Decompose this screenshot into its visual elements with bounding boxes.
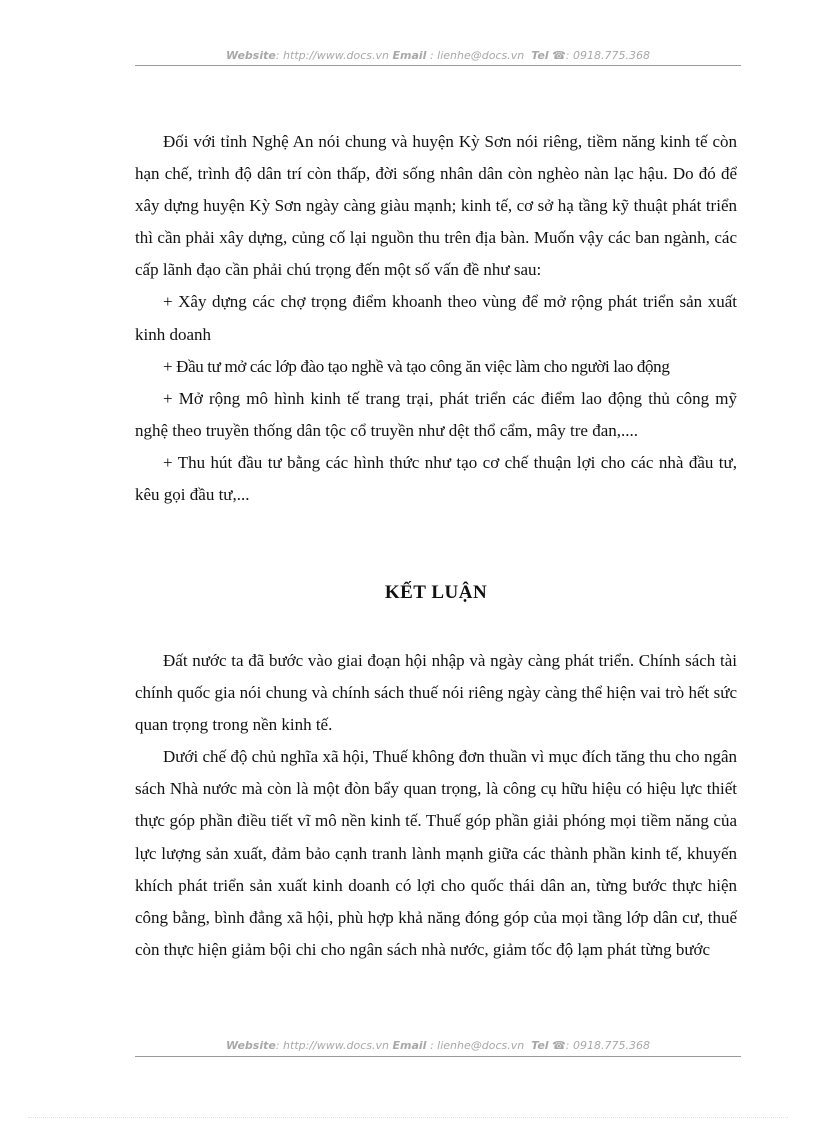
footer-rule [135,1056,741,1057]
conclusion-heading: KẾT LUẬN [384,582,488,603]
footer-email-value: : lienhe@docs.vn [429,1039,525,1052]
header-website-value: : http://www.docs.vn [275,49,390,62]
phone-icon: ☎ [552,1039,566,1052]
page-footer [135,1039,741,1059]
list-item: + Đầu tư mở các lớp đào tạo nghề và tạo công ăn việc làm cho người lao động [163,356,670,376]
conclusion-paragraph: Đất nước ta đã bước vào giai đoạn hội nhập và ngày càng phát triển. Chính sách tài chính quốc gia nói chung và chính sách thuế nói riêng ngày càng thể hiện vai trò hết sức quan trọng trong nền kinh tế. [135,651,737,735]
header-tel-label: Tel [531,49,549,62]
footer-website-label: Website [226,1039,276,1052]
footer-email-label: Email [392,1039,427,1052]
header-tel-value: : 0918.775.368 [565,49,650,62]
intro-paragraph: Đối với tỉnh Nghệ An nói chung và huyện Kỳ Sơn nói riêng, tiềm năng kinh tế còn hạn chế, trình độ dân trí còn thấp, đời sống nhân dân còn nghèo nàn lạc hậu. Do đó để xây dựng huyện Kỳ Sơn ngày càng giàu mạnh; kinh tế, cơ sở hạ tầng kỹ thuật phát triển thì cần phải xây dựng, củng cố lại nguồn thu trên địa bàn. Muốn vậy các ban ngành, các cấp lãnh đạo cần phải chú trọng đến một số vấn đề như sau: [135,132,737,280]
conclusion-block [135,645,737,966]
header-email-value: : lienhe@docs.vn [429,49,525,62]
list-item: + Mở rộng mô hình kinh tế trang trại, phát triển các điểm lao động thủ công mỹ nghệ theo truyền thống dân tộc cổ truyền như dệt thổ cẩm, mây tre đan,.... [135,388,737,440]
header-email-label: Email [392,49,427,62]
footer-tel-label: Tel [531,1039,549,1052]
header-rule [135,65,741,66]
list-item: + Xây dựng các chợ trọng điểm khoanh theo vùng để mở rộng phát triển sản xuất kinh doanh [135,292,737,344]
conclusion-paragraph: Dưới chế độ chủ nghĩa xã hội, Thuế không đơn thuần vì mục đích tăng thu cho ngân sách Nhà nước mà còn là một đòn bẩy quan trọng, là công cụ hữu hiệu có hiệu lực thiết thực góp phần điều tiết vĩ mô nền kinh tế. Thuế góp phần giải phóng mọi tiềm năng của lực lượng sản xuất, đảm bảo cạnh tranh lành mạnh giữa các thành phần kinh tế, khuyến khích phát triển sản xuất kinh doanh có lợi cho quốc thái dân an, từng bước thực hiện công bằng, bình đẳng xã hội, phù hợp khả năng đóng góp của mọi tầng lớp dân cư, thuế còn thực hiện giảm bội chi cho ngân sách nhà nước, giảm tốc độ lạm phát từng bước [135,747,737,959]
list-item: + Thu hút đầu tư bằng các hình thức như tạo cơ chế thuận lợi cho các nhà đầu tư, kêu gọi đầu tư,... [135,452,737,505]
footer-tel-value: : 0918.775.368 [565,1039,650,1052]
page-bottom-border [28,1117,788,1118]
footer-website-value: : http://www.docs.vn [275,1039,390,1052]
phone-icon: ☎ [552,49,566,62]
header-website-label: Website [226,49,276,62]
page-header [135,49,741,67]
intro-block [135,126,737,511]
